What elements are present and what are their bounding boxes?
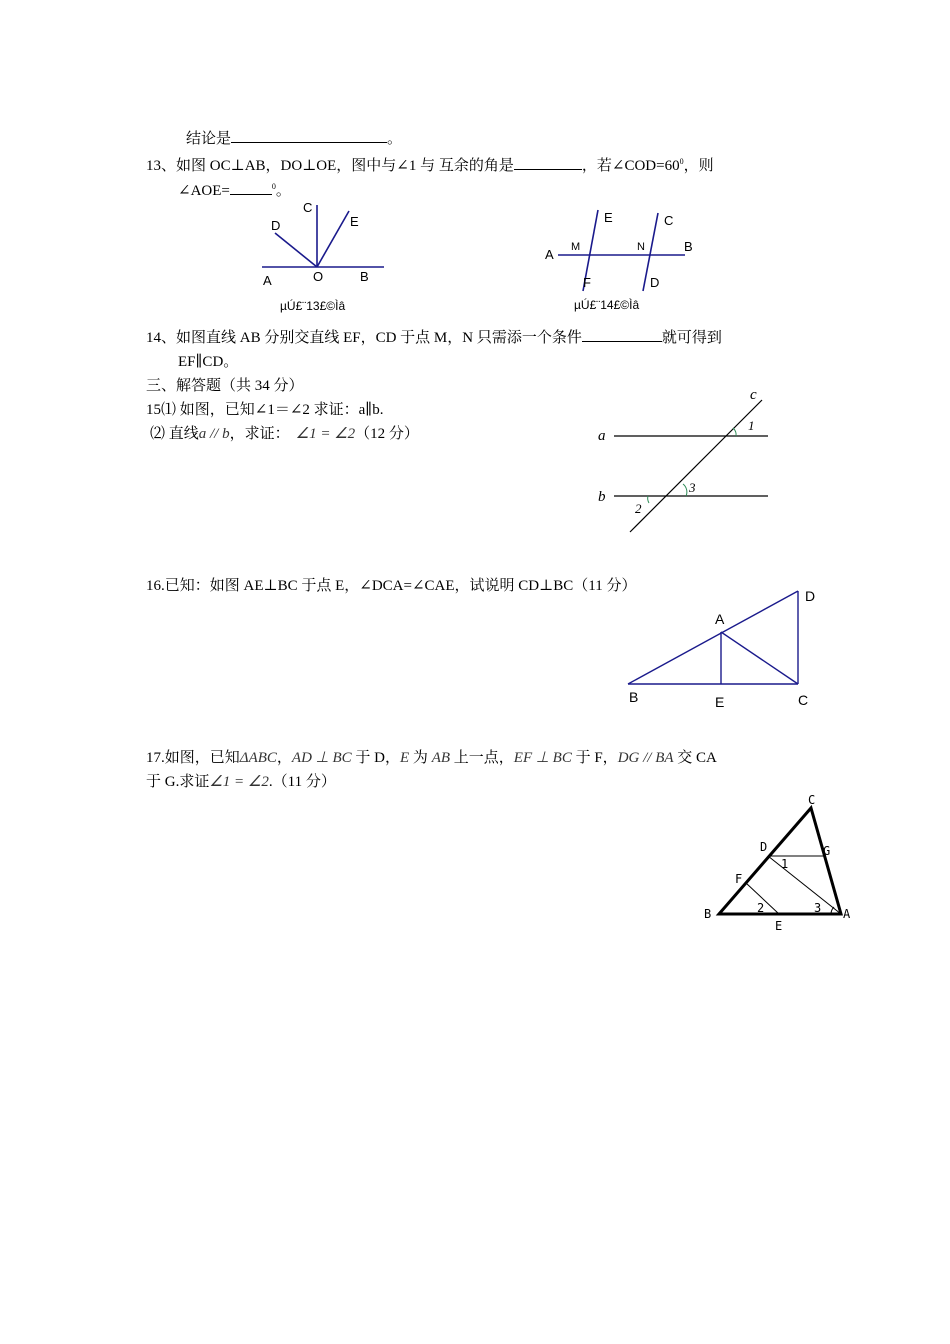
fig15-label-c: c — [750, 387, 757, 403]
fig17-label-b: B — [704, 907, 712, 921]
q17-math-triangle: ΔABC — [239, 750, 277, 766]
q17-text-b: ， — [276, 750, 292, 766]
q13-degree-sup: 0 — [679, 157, 684, 166]
fig13-label-o: O — [313, 269, 324, 284]
fig17-label-f: F — [735, 872, 743, 886]
fig16-label-e: E — [715, 694, 725, 710]
q12-answer-blank[interactable] — [231, 128, 387, 143]
fig13-ray-od — [275, 233, 317, 267]
fig13-ray-oe — [317, 211, 349, 267]
fig15-label-3: 3 — [689, 480, 696, 495]
fig16-segment-bd — [628, 591, 798, 684]
q14-line2: EF∥CD。 — [178, 354, 239, 370]
fig14-label-e: E — [604, 210, 613, 225]
fig16-label-c: C — [798, 692, 809, 708]
figure-16 — [615, 580, 825, 715]
q13-line2-text: ∠AOE= — [178, 183, 230, 199]
q17-text-g: 交 CA — [673, 750, 717, 766]
fig14-label-d: D — [650, 275, 660, 290]
q15-line1: 15⑴ 如图，已知∠1＝∠2 求证：a∥b. — [146, 402, 384, 418]
q17-text-line2-b: .（11 分） — [268, 774, 336, 790]
fig17-label-c: C — [808, 793, 816, 807]
fig15-label-a: a — [598, 428, 606, 444]
fig14-label-m: M — [571, 241, 581, 253]
q17-line1 — [146, 748, 717, 768]
q14-text-a: 14、如图直线 AB 分别交直线 EF，CD 于点 M，N 只需添一个条件 — [146, 330, 582, 346]
fig15-angle-3-arc — [683, 484, 687, 496]
q17-text-e: 上一点， — [450, 750, 514, 766]
q13-text-a: 13、如图 OC⊥AB，DO⊥OE，图中与∠1 与 互余的角是 — [146, 158, 514, 174]
fig14-label-b: B — [684, 239, 693, 254]
fig16-label-a: A — [715, 611, 725, 627]
fig15-transversal-c — [630, 400, 762, 532]
q15-text-c: （12 分） — [355, 426, 419, 442]
fig16-label-d: D — [805, 588, 816, 604]
q12-conclusion-line — [186, 128, 402, 149]
q12-suffix: 。 — [387, 131, 403, 147]
fig17-label-a: A — [843, 907, 851, 921]
q17-text-d: 为 — [409, 750, 432, 766]
q17-line2 — [146, 772, 336, 792]
q15-line2 — [150, 424, 419, 444]
q17-text-f: 于 F， — [571, 750, 618, 766]
q13-text-b: ，若∠COD=60 — [581, 158, 680, 174]
q15-text-b: ，求证： — [229, 426, 290, 442]
q15-text-a: ⑵ 直线 — [150, 426, 199, 442]
fig17-label-3: 3 — [814, 901, 822, 915]
fig13-label-a: A — [263, 273, 272, 288]
q17-math-e: E — [400, 750, 410, 766]
fig13-label-d: D — [271, 218, 281, 233]
figure-14 — [540, 205, 710, 317]
fig17-label-2: 2 — [757, 901, 765, 915]
q13-line2-sup: 0 — [271, 182, 276, 191]
figure-17 — [700, 790, 860, 938]
fig16-label-b: B — [629, 689, 639, 705]
q14-line1 — [146, 327, 722, 348]
section-3-title: 三、解答题（共 34 分） — [146, 378, 304, 394]
q17-math-ab: AB — [431, 750, 451, 766]
fig13-label-b: B — [360, 269, 369, 284]
fig17-label-d: D — [760, 840, 768, 854]
q12-prefix: 结论是 — [186, 131, 232, 147]
fig13-label-c: C — [303, 200, 313, 215]
q16-text: 16.已知：如图 AE⊥BC 于点 E，∠DCA=∠CAE，试说明 CD⊥BC（11 分） — [146, 578, 637, 594]
q13-blank-1[interactable] — [514, 155, 582, 170]
fig17-label-1: 1 — [781, 857, 789, 871]
q13-blank-2[interactable] — [230, 180, 272, 195]
fig14-label-a: A — [545, 247, 554, 262]
fig14-label-n: N — [637, 241, 645, 253]
q17-text-a: 17.如图，已知 — [146, 750, 240, 766]
q17-text-line2-a: 于 G.求证 — [146, 774, 210, 790]
figure-13 — [250, 198, 400, 318]
q13-text-c: ，则 — [683, 158, 714, 174]
fig15-label-b: b — [598, 489, 606, 505]
fig14-caption: µÚ£¨14£©Ìâ — [574, 298, 640, 312]
q15-math-angles: ∠1 = ∠2 — [295, 426, 356, 442]
fig15-label-2: 2 — [635, 501, 642, 516]
q14-blank[interactable] — [582, 327, 662, 342]
q17-text-c: 于 D， — [351, 750, 400, 766]
q15-math-parallel: a // b — [198, 426, 230, 442]
fig14-label-f: F — [583, 275, 591, 290]
fig16-segment-ac — [721, 632, 798, 684]
fig13-label-e: E — [350, 214, 359, 229]
fig17-triangle-abc — [719, 808, 841, 914]
fig14-label-c: C — [664, 213, 674, 228]
q14-text-b: 就可得到 — [661, 330, 722, 346]
q17-math-ef-bc: EF ⊥ BC — [513, 750, 572, 766]
fig17-segment-ad — [768, 856, 841, 914]
q17-math-dg-ba: DG // BA — [617, 750, 674, 766]
fig17-label-g: G — [823, 844, 831, 858]
figure-15 — [590, 382, 780, 542]
q13-line1 — [146, 152, 714, 176]
q17-math-ad-bc: AD ⊥ BC — [291, 750, 352, 766]
fig17-label-e: E — [775, 919, 783, 933]
fig13-caption: µÚ£¨13£©Ìâ — [280, 299, 346, 313]
q13-line2-end: 。 — [275, 183, 291, 199]
fig15-label-1: 1 — [748, 418, 755, 433]
q17-math-angles: ∠1 = ∠2 — [209, 774, 269, 790]
fig15-angle-2-arc — [648, 496, 649, 503]
